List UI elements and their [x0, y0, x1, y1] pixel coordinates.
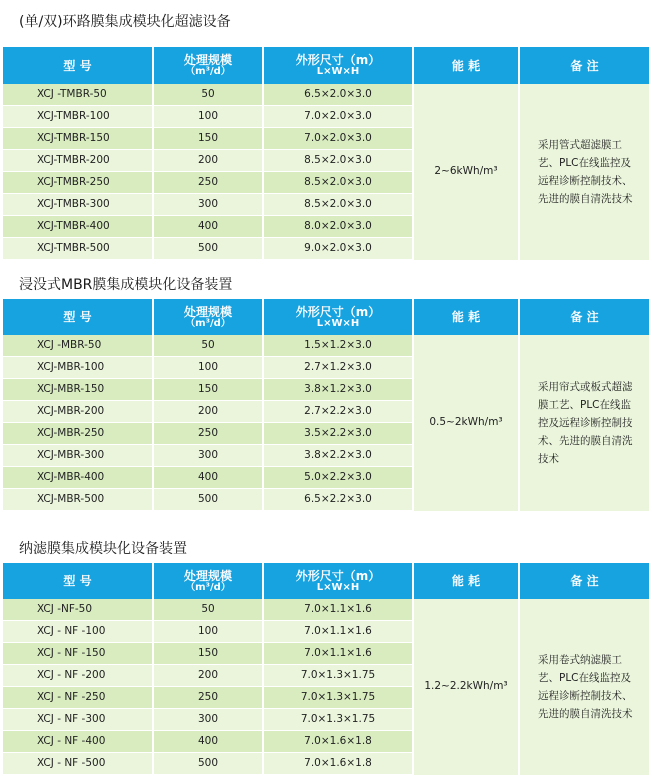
dimension-cell: 9.0×2.0×3.0	[263, 238, 413, 260]
header-capacity-label: 处理规模	[183, 568, 232, 583]
capacity-cell: 400	[153, 216, 263, 238]
model-cell: XCJ -NF-50	[3, 599, 153, 621]
capacity-cell: 300	[153, 445, 263, 467]
table-header-row	[3, 563, 649, 599]
header-remark-label: 备 注	[570, 574, 599, 588]
dimension-cell: 2.7×1.2×3.0	[263, 357, 413, 379]
model-cell: XCJ-MBR-100	[3, 357, 153, 379]
capacity-cell: 150	[153, 379, 263, 401]
dimension-cell: 3.5×2.2×3.0	[263, 423, 413, 445]
model-cell: XCJ-TMBR-250	[3, 172, 153, 194]
model-cell: XCJ-MBR-250	[3, 423, 153, 445]
capacity-cell: 50	[153, 84, 263, 106]
model-cell: XCJ - NF -250	[3, 687, 153, 709]
dimension-cell: 6.5×2.2×3.0	[263, 489, 413, 511]
remark-cell: 采用帘式或板式超滤膜工艺、PLC在线监控及远程诊断控制技术、先进的膜自清洗技术	[519, 335, 649, 511]
header-dimension-label: 外形尺寸（m）	[295, 304, 381, 319]
capacity-cell: 100	[153, 357, 263, 379]
header-capacity	[153, 299, 263, 335]
header-dimension-unit: L×W×H	[316, 66, 360, 77]
header-capacity-unit: （m³/d）	[185, 581, 231, 593]
dimension-cell: 8.0×2.0×3.0	[263, 216, 413, 238]
remark-cell: 采用管式超滤膜工艺、PLC在线监控及远程诊断控制技术、先进的膜自清洗技术	[519, 84, 649, 260]
model-cell: XCJ - NF -500	[3, 753, 153, 775]
dimension-cell: 8.5×2.0×3.0	[263, 150, 413, 172]
capacity-cell: 250	[153, 172, 263, 194]
dimension-cell: 7.0×1.3×1.75	[263, 687, 413, 709]
spec-table	[3, 299, 649, 511]
dimension-cell: 7.0×1.1×1.6	[263, 599, 413, 621]
header-model	[3, 47, 153, 84]
model-cell: XCJ-TMBR-300	[3, 194, 153, 216]
capacity-cell: 250	[153, 687, 263, 709]
dimension-cell: 1.5×1.2×3.0	[263, 335, 413, 357]
model-cell: XCJ - NF -300	[3, 709, 153, 731]
header-dimension-unit: L×W×H	[316, 317, 360, 329]
header-energy	[413, 563, 519, 599]
header-dimension	[263, 47, 413, 84]
model-cell: XCJ -TMBR-50	[3, 84, 153, 106]
header-model-label: 型 号	[63, 574, 92, 588]
dimension-cell: 5.0×2.2×3.0	[263, 467, 413, 489]
header-energy-label: 能 耗	[451, 310, 481, 324]
capacity-cell: 500	[153, 489, 263, 511]
header-model	[3, 563, 153, 599]
capacity-cell: 50	[153, 335, 263, 357]
model-cell: XCJ -MBR-50	[3, 335, 153, 357]
header-dimension	[263, 563, 413, 599]
dimension-cell: 7.0×1.6×1.8	[263, 753, 413, 775]
header-energy	[413, 299, 519, 335]
capacity-cell: 200	[153, 150, 263, 172]
dimension-cell: 7.0×1.1×1.6	[263, 621, 413, 643]
header-capacity	[153, 563, 263, 599]
model-cell: XCJ-MBR-150	[3, 379, 153, 401]
table-row	[3, 84, 649, 106]
model-cell: XCJ-TMBR-500	[3, 238, 153, 260]
header-capacity	[153, 47, 263, 84]
dimension-cell: 3.8×2.2×3.0	[263, 445, 413, 467]
energy-cell: 0.5~2kWh/m³	[413, 335, 519, 511]
capacity-cell: 400	[153, 731, 263, 753]
spec-table	[3, 563, 649, 775]
header-model-label: 型 号	[63, 58, 92, 73]
dimension-cell: 7.0×2.0×3.0	[263, 106, 413, 128]
capacity-cell: 50	[153, 599, 263, 621]
capacity-cell: 100	[153, 621, 263, 643]
model-cell: XCJ - NF -400	[3, 731, 153, 753]
table-row	[3, 335, 649, 357]
header-remark-label: 备 注	[570, 58, 599, 73]
remark-cell: 采用卷式纳滤膜工艺、PLC在线监控及远程诊断控制技术、先进的膜自清洗技术	[519, 599, 649, 775]
header-remark	[519, 47, 649, 84]
model-cell: XCJ-TMBR-100	[3, 106, 153, 128]
header-dimension-unit: L×W×H	[316, 581, 360, 593]
capacity-cell: 500	[153, 753, 263, 775]
header-energy	[413, 47, 519, 84]
dimension-cell: 8.5×2.0×3.0	[263, 194, 413, 216]
header-dimension-label: 外形尺寸（m）	[295, 53, 381, 67]
header-capacity-unit: （m³/d）	[185, 66, 231, 77]
header-energy-label: 能 耗	[451, 58, 481, 73]
capacity-cell: 200	[153, 665, 263, 687]
dimension-cell: 3.8×1.2×3.0	[263, 379, 413, 401]
header-remark	[519, 299, 649, 335]
capacity-cell: 200	[153, 401, 263, 423]
table-row	[3, 599, 649, 621]
energy-cell: 2~6kWh/m³	[413, 84, 519, 260]
model-cell: XCJ-TMBR-200	[3, 150, 153, 172]
capacity-cell: 300	[153, 194, 263, 216]
dimension-cell: 2.7×2.2×3.0	[263, 401, 413, 423]
header-dimension-label: 外形尺寸（m）	[295, 568, 381, 583]
section-title: 浸没式MBR膜集成模块化设备装置	[19, 277, 233, 293]
capacity-cell: 250	[153, 423, 263, 445]
dimension-cell: 7.0×1.3×1.75	[263, 709, 413, 731]
capacity-cell: 150	[153, 128, 263, 150]
dimension-cell: 7.0×1.1×1.6	[263, 643, 413, 665]
dimension-cell: 6.5×2.0×3.0	[263, 84, 413, 106]
dimension-cell: 8.5×2.0×3.0	[263, 172, 413, 194]
spec-table	[3, 47, 649, 260]
dimension-cell: 7.0×2.0×3.0	[263, 128, 413, 150]
header-energy-label: 能 耗	[451, 574, 481, 588]
header-model-label: 型 号	[63, 310, 92, 324]
model-cell: XCJ-TMBR-400	[3, 216, 153, 238]
model-cell: XCJ-MBR-300	[3, 445, 153, 467]
header-capacity-unit: （m³/d）	[185, 317, 231, 329]
section-title: (单/双)环路膜集成模块化超滤设备	[19, 14, 231, 30]
capacity-cell: 150	[153, 643, 263, 665]
model-cell: XCJ-MBR-200	[3, 401, 153, 423]
model-cell: XCJ-TMBR-150	[3, 128, 153, 150]
model-cell: XCJ - NF -150	[3, 643, 153, 665]
energy-cell: 1.2~2.2kWh/m³	[413, 599, 519, 775]
model-cell: XCJ - NF -200	[3, 665, 153, 687]
model-cell: XCJ-MBR-500	[3, 489, 153, 511]
dimension-cell: 7.0×1.6×1.8	[263, 731, 413, 753]
header-remark-label: 备 注	[570, 310, 599, 324]
model-cell: XCJ-MBR-400	[3, 467, 153, 489]
capacity-cell: 300	[153, 709, 263, 731]
header-model	[3, 299, 153, 335]
header-capacity-label: 处理规模	[183, 304, 232, 319]
table-header-row	[3, 299, 649, 335]
header-remark	[519, 563, 649, 599]
table-header-row	[3, 47, 649, 84]
header-capacity-label: 处理规模	[183, 53, 232, 67]
capacity-cell: 500	[153, 238, 263, 260]
capacity-cell: 400	[153, 467, 263, 489]
model-cell: XCJ - NF -100	[3, 621, 153, 643]
header-dimension	[263, 299, 413, 335]
capacity-cell: 100	[153, 106, 263, 128]
dimension-cell: 7.0×1.3×1.75	[263, 665, 413, 687]
section-title: 纳滤膜集成模块化设备装置	[19, 541, 187, 557]
